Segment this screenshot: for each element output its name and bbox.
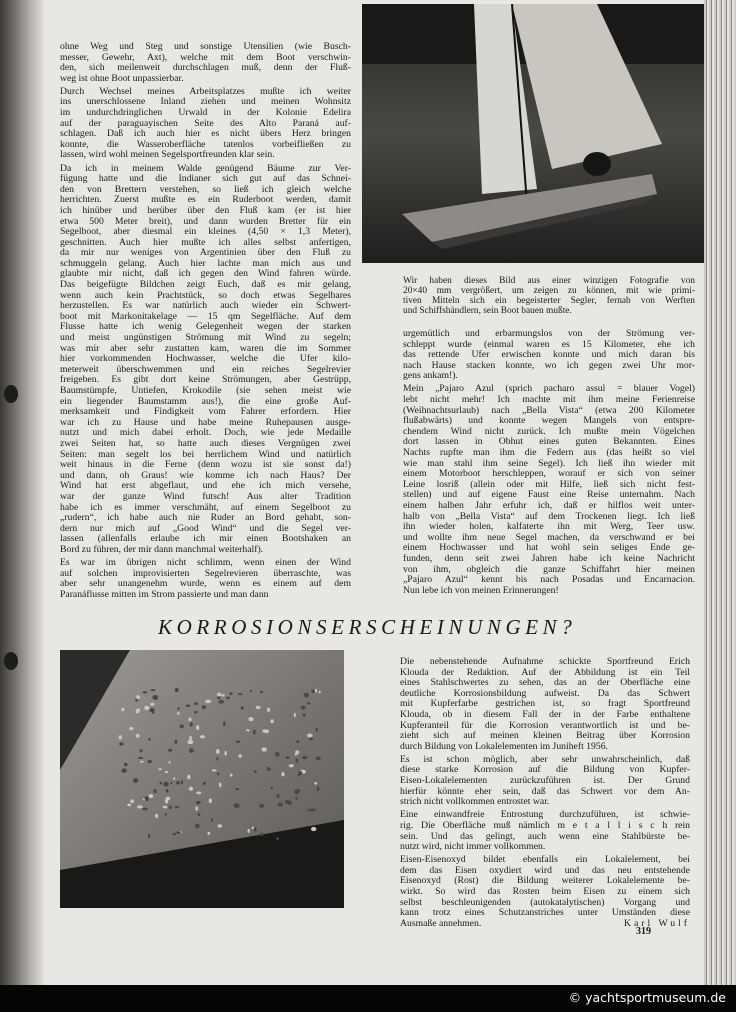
text-line: hierfür könnte eher sein, daß das Schwert vor dem An- — [400, 785, 690, 797]
paragraph — [403, 329, 695, 382]
text-line: „rudern“, ich habe auch nie Ruder an Bord gehabt, son- — [60, 512, 351, 524]
binding-hole — [4, 652, 18, 670]
text-line: hier vorkommenden Hochwasser, welche die Ufer kilo- — [60, 353, 351, 365]
paragraph — [400, 810, 690, 852]
text-line: den von Brettern verstehen, so ließ ich gleich welche — [60, 183, 351, 195]
corrosion-spot — [295, 797, 297, 800]
text-line: ihn wieder holen, kalfaterte ihn mit Werg, Teer usw. — [403, 521, 695, 533]
text-line: Eisen-Eisenoxyd bildet ebenfalls ein Lokalelement, bei — [400, 854, 690, 866]
corrosion-spot — [221, 694, 225, 697]
corrosion-spot — [278, 802, 283, 806]
text-line: freigeben. Es gibt dort keine Strömungen, aber Gestrüpp, — [60, 374, 351, 386]
text-line: war der ganze Wind futsch! Aus alter Tradition — [60, 490, 351, 502]
text-line: ohne Weg und Steg und sonstige Utensilien (wie Busch- — [60, 41, 351, 52]
text-line: boot mit Markonitakelage — 15 qm Segelfläche. Auf dem — [60, 310, 351, 322]
text-line: chendem Wind nicht zurück. Ich mußte mein Vögelchen — [403, 425, 695, 437]
text-line: durch Bildung von Lokalelementen im Juniheft 1956. — [400, 740, 608, 752]
text-line: urgemütlich und erbarmungslos von der Strömung ver- — [403, 328, 695, 339]
paragraph — [403, 384, 695, 596]
text-line: was mir aber sehr zustatten kam, waren die im Sommer — [60, 342, 351, 354]
corrosion-spot — [186, 704, 191, 707]
text-line: konnte, die Wasseroberfläche tatenlos vorbeifließen zu — [60, 138, 351, 150]
corrosion-spot — [175, 688, 179, 692]
text-line: und Schiffshändlern, sein Boot bauen mußte. — [403, 306, 572, 316]
text-line: funden, denn seit zwei Jahren habe ich keine Nachricht — [403, 552, 695, 564]
corrosion-spot — [310, 808, 316, 811]
corrosion-spot — [276, 794, 279, 798]
corrosion-spot — [307, 702, 310, 704]
article-right-column — [403, 329, 695, 599]
text-line: schlagen. Daß ich auch hier es nicht übers Herz bringen — [60, 128, 351, 140]
text-line: stellen) und auf eigene Faust eine Reise unternahm. Nach — [403, 489, 695, 501]
corrosion-spot — [248, 829, 250, 833]
corrosion-spot — [166, 797, 171, 800]
text-line: einem Motorboot herschleppen, worauf er sich von seiner — [403, 468, 695, 480]
corrosion-spot — [234, 803, 240, 808]
text-line: das rettende Ufer erwischen konnte und mich daran bis — [403, 349, 695, 361]
corrosion-spot — [317, 787, 320, 791]
corrosion-spot — [267, 708, 270, 712]
text-line: lebt nicht mehr! Ich machte mit ihm meine Ferienreise — [403, 394, 695, 406]
corrosion-spot — [275, 752, 280, 756]
text-line: wenn auch kein Prachtstück, so doch etwas Segelbares — [60, 289, 351, 301]
text-line: habe ich es immer verschmäht, auf einem Segelboot zu — [60, 501, 351, 513]
corrosion-spot — [238, 754, 242, 758]
photo-caption — [403, 276, 695, 319]
corrosion-spot — [187, 740, 193, 744]
article-heading: KORROSIONSERSCHEINUNGEN? — [158, 615, 577, 639]
corrosion-spot — [119, 735, 122, 739]
text-line: eines Stahlschwertes zu sehen, das an der Oberfläche eine — [400, 677, 690, 689]
corrosion-spot — [137, 805, 143, 808]
corrosion-spot — [207, 832, 210, 835]
text-line: herzustellen. Es war natürlich auch wieder ein Schwert- — [60, 300, 351, 312]
corrosion-spot — [211, 818, 213, 821]
corrosion-spot — [176, 831, 181, 833]
corrosion-article-text — [400, 657, 690, 932]
corrosion-spot — [238, 693, 242, 695]
text-line: zieht sich auf meinen kleinen Beitrag über Korrosion — [400, 730, 690, 742]
corrosion-spot — [281, 772, 284, 776]
text-line: ein liegender Baumstamm aus!), die eine große Auf- — [60, 395, 351, 407]
sailboat-photo — [362, 4, 704, 263]
corrosion-spot — [122, 768, 127, 773]
text-line: glaubte mir nicht, daß ich gegen den Wind fahren würde. — [60, 268, 351, 280]
corrosion-spot — [254, 827, 257, 831]
corrosion-spot — [150, 703, 154, 706]
text-line: Baumstümpfe, Untiefen, Krokodile (sie sehen meist wie — [60, 385, 351, 396]
corrosion-spot — [151, 689, 155, 691]
paragraph — [400, 657, 690, 752]
corrosion-spot — [153, 789, 156, 793]
corrosion-spot — [177, 707, 179, 710]
corrosion-spot — [261, 747, 266, 751]
text-line: Leine losriß (allein oder mit Hilfe, ließ sich nicht fest- — [403, 478, 695, 490]
corrosion-spot — [224, 751, 226, 756]
corrosion-spot — [140, 761, 144, 763]
text-line: Ausmaße annehmen. — [400, 917, 482, 929]
corrosion-spot — [205, 699, 211, 703]
corrosion-spot — [217, 824, 222, 827]
corrosion-spot — [152, 695, 158, 700]
text-line: Durch Wechsel meines Arbeitsplatzes mußte ich weiter — [60, 85, 351, 97]
corrosion-spot — [270, 719, 273, 723]
text-line: und meist ungünstigen Strömung mit Wind zu segeln; — [60, 332, 351, 344]
corrosion-spot — [163, 782, 169, 787]
corrosion-spot — [236, 741, 241, 743]
text-line: Klouda der Redaktion. Auf der Abbildung ist ein Teil — [400, 666, 690, 678]
text-line: schmuggeln gelang. Auch hier lachte man mich aus und — [60, 257, 351, 269]
text-line: Kupferanteil für die Korrosion verantwortlich ist und be- — [400, 719, 690, 731]
text-line: lassen, wird wohl meinen Segelsportfreunden klar sein. — [60, 149, 275, 161]
page-edges — [704, 0, 736, 985]
corrosion-spot — [180, 725, 184, 729]
text-line: halb von „Bella Vista“ auf dem Trockenen liegt. Ich ließ — [403, 510, 695, 522]
corrosion-spot — [148, 834, 150, 838]
text-line: wie man stahl ihm seine Segel). Ich ließ ihn wieder mit — [403, 457, 695, 469]
corrosion-spot — [166, 789, 169, 793]
text-line: zwei Seiten hat, so hatte auch dieses Vergnügen zwei — [60, 437, 351, 449]
corrosion-spot — [212, 769, 217, 771]
corrosion-spot — [230, 773, 232, 776]
corrosion-spot — [176, 781, 180, 784]
text-line: und wollte ihm neue Segel machen, da verschwand er bei — [403, 531, 695, 543]
text-line: nutzt wird, nicht immer vollkommen. — [400, 841, 546, 853]
text-line: 20×40 mm vergrößert, um zeigen zu können, mit wie primi- — [403, 286, 695, 296]
author-signature: Karl Wulf — [624, 917, 690, 929]
corrosion-spot — [223, 721, 225, 726]
corrosion-spot — [260, 691, 263, 693]
corrosion-spot — [145, 796, 149, 801]
text-line: Eine einwandfreie Entrostung durchzuführen, ist schwie- — [400, 809, 690, 821]
corrosion-spot — [138, 708, 140, 712]
watermark: © yachtsportmuseum.de — [568, 990, 726, 1005]
paragraph — [60, 164, 351, 556]
text-line: tiven Mitteln sich ein begeisterter Segler, fernab von Werften — [403, 296, 695, 306]
corrosion-spot — [173, 777, 175, 780]
text-line: im undurchdringlichen Urwald in der Kolonie Edelira — [60, 107, 351, 119]
text-line: dern nur mich auf „Good Wind“ und die Segel ver- — [60, 522, 351, 534]
text-line: Eisen-Lokalelementen zurückzuführen ist. Der Grund — [400, 775, 690, 787]
text-line: (Weihnachtsurlaub) nach „Bella Vista“ (etwa 200 Kilometer — [403, 404, 695, 416]
corrosion-spot — [250, 690, 252, 693]
paragraph — [60, 558, 351, 600]
corrosion-spot — [196, 801, 201, 805]
corrosion-spot — [158, 768, 161, 770]
corrosion-spot — [181, 780, 183, 784]
corrosion-spot — [304, 693, 309, 698]
paragraph — [403, 276, 695, 316]
text-line: Die nebenstehende Aufnahme schickte Sportfreund Erich — [400, 656, 690, 667]
text-line: lassen (allenfalls erlaube ich mir einen Bootshaken an — [60, 533, 351, 545]
corrosion-spot — [203, 782, 206, 785]
corrosion-spot — [295, 759, 298, 763]
corrosion-spot — [262, 729, 268, 732]
corrosion-spot — [175, 806, 180, 808]
text-line: gens ankam!). — [403, 370, 458, 382]
text-line: Wir haben dieses Bild aus einer winzigen Fotografie von — [403, 276, 695, 286]
corrosion-spot — [246, 729, 249, 731]
corrosion-spot — [314, 782, 317, 785]
corrosion-spot — [189, 748, 194, 753]
text-line: weg ist ohne Boot unpassierbar. — [60, 72, 184, 84]
corrosion-spot — [315, 757, 320, 761]
text-line: aber sehr unangenehm wurde, wenn es einem auf dem — [60, 578, 351, 590]
corrosion-spot — [165, 814, 168, 816]
text-line: Bord zu führen, der mir dann manchmal weiterhalf). — [60, 543, 264, 555]
corrosion-spot — [260, 833, 264, 836]
text-line: flußabwärts) und konnte wegen Mangels von entspre- — [403, 415, 695, 427]
corrosion-spot — [190, 722, 193, 726]
text-line: Da ich in meinem Walde genügend Bäume zur Ver- — [60, 162, 351, 174]
text-line: Das beigefügte Bildchen zeigt Euch, daß es mir gelang, — [60, 279, 351, 291]
corrosion-spot — [119, 742, 123, 745]
text-line: messer, Gewehr, Axt), welche mit dem Boot verschwin- — [60, 51, 351, 63]
paragraph — [60, 87, 351, 161]
text-line: wirkt. So wird das Rosten beim Eisen zu einem sich — [400, 885, 690, 897]
corrosion-spot — [142, 808, 148, 811]
corrosion-spot — [140, 749, 143, 752]
binding-hole — [4, 385, 18, 403]
text-line: ich hinüber und herüber über den Fluß kam (er ist hier — [60, 204, 351, 216]
corrosion-spot — [169, 805, 172, 809]
text-line: weit hinaus in die Ferne (denn wozu ist sie sonst da!) — [60, 459, 351, 471]
corrosion-spot — [121, 708, 124, 712]
article-left-column — [60, 42, 351, 603]
corrosion-spot — [130, 799, 134, 803]
text-line: nach Hause stacken konnte, wo ich gegen zwei Uhr mor- — [403, 359, 695, 371]
corrosion-spot — [276, 837, 278, 840]
corrosion-spot — [124, 763, 128, 767]
corrosion-spot — [127, 804, 131, 807]
text-line: Wind hat erst abgeflaut, und ehe ich mich versehe, — [60, 480, 351, 492]
text-line: Paranáflusse mitten im Strom passierte und man dann — [60, 588, 269, 600]
corrosion-spot — [168, 749, 172, 752]
text-line: Mein „Pajaro Azul (sprich pacharo assul = blauer Vogel) — [403, 383, 695, 395]
corrosion-spot — [196, 791, 201, 794]
corrosion-spot — [229, 692, 232, 695]
corrosion-spot — [315, 689, 317, 693]
corrosion-spot — [252, 827, 254, 830]
text-line: einem Hochwasser und hat wohl sein seliges Ende ge- — [403, 542, 695, 554]
text-line: deutliche Korrosionsbildung aufweist. Da das Schwert — [400, 687, 690, 699]
corrosion-spot — [209, 798, 212, 803]
corrosion-spot — [142, 691, 147, 693]
corrosion-spot — [163, 806, 168, 809]
corrosion-spot — [319, 691, 321, 694]
corrosion-spot — [129, 727, 133, 731]
paragraph — [400, 855, 690, 929]
text-line: strich nicht vollkommen entrostet war. — [400, 796, 550, 808]
corrosion-spot — [135, 699, 138, 702]
corrosion-spot — [136, 734, 140, 738]
corrosion-spot — [298, 771, 302, 775]
text-line: nutzt und mich dabei erholt. Doch, wie jede Medaille — [60, 427, 351, 439]
text-line: Nachts rupfte man ihm die Federn aus (das heißt so viel — [403, 447, 695, 459]
corrosion-spot — [259, 804, 264, 808]
corrosion-spot — [286, 756, 290, 759]
corrosion-spot — [172, 833, 176, 836]
corrosion-spot — [294, 713, 296, 718]
text-line: da mir nur weniges von Argentinien über den Fluß zu — [60, 247, 351, 259]
book-binding — [0, 0, 44, 985]
text-line: dem das Eisen oxydiert wird und das neu entstehende — [400, 864, 690, 876]
text-line: war ich zu Hause und habe meine Ruhepausen ausge- — [60, 416, 351, 428]
corrosion-spot — [219, 783, 222, 788]
corrosion-spot — [216, 757, 218, 761]
text-line: Es ist schon möglich, aber sehr unwahrscheinlich, daß — [400, 753, 690, 765]
corrosion-spot — [200, 735, 205, 738]
text-line: einem halben Jahr erfuhr ich, daß er hilflos weit unter- — [403, 500, 695, 511]
corrosion-spot — [133, 778, 138, 783]
text-line: diese starke Korrosion auf die Bildung von Kupfer- — [400, 764, 690, 776]
corrosion-spot — [285, 800, 290, 804]
text-line: von ihm, obgleich die ganze Schiffahrt hier meinen — [403, 563, 695, 575]
corrosion-spot — [195, 824, 200, 829]
corrosion-spot — [302, 756, 307, 759]
corrosion-spot — [301, 706, 306, 710]
text-line: „Pajaro Azul“ kennt bis nach Posadas und Encarnacion. — [403, 574, 695, 586]
text-line: Es war im übrigen nicht schlimm, wenn einen der Wind — [60, 557, 351, 568]
corrosion-spot — [194, 711, 197, 714]
corrosion-spot — [256, 706, 261, 709]
text-line: kann trotz eines Schutzanstriches unter Umständen diese — [400, 907, 690, 919]
corrosion-spot — [253, 730, 256, 735]
corrosion-spot — [217, 696, 220, 699]
corrosion-spot — [226, 697, 230, 699]
corrosion-spot — [248, 717, 253, 721]
text-line: Eisenoxyd (Rost) die Bildung weiterer Lokalelemente be- — [400, 875, 690, 887]
corrosion-spot — [267, 767, 271, 771]
corrosion-spot — [149, 708, 154, 712]
corrosion-spot — [217, 773, 219, 776]
text-line: mit Kupferfarbe gestrichen ist, so fragt Sportfreund — [400, 698, 690, 710]
corrosion-spot — [168, 761, 170, 763]
text-line: und dann, oh Graus! wie komme ich nach Haus? Der — [60, 469, 351, 481]
corrosion-spot — [296, 740, 299, 743]
text-line: geschnitten. Auch hier mußte ich alles selbst anfertigen, — [60, 236, 351, 248]
corrosion-spot — [177, 712, 180, 715]
paragraph — [400, 755, 690, 808]
corrosion-spot — [165, 771, 168, 773]
corrosion-spot — [271, 787, 274, 790]
corrosion-spot — [219, 700, 225, 704]
corrosion-spot — [254, 770, 257, 773]
corrosion-photo — [60, 650, 344, 908]
text-line: rig. Die Oberfläche muß nämlich m e t a l l i s c h rein — [400, 819, 690, 831]
corrosion-spot — [316, 728, 318, 732]
text-line: ins unerschlossene Inland ziehen und meinen Wohnsitz — [60, 96, 351, 108]
text-line: etwa 500 Meter breit), und dann wurden Bretter für ein — [60, 215, 351, 227]
corrosion-spot — [159, 782, 161, 785]
corrosion-spot — [148, 794, 153, 798]
corrosion-spot — [294, 790, 299, 795]
corrosion-spot — [241, 706, 244, 709]
corrosion-spot — [307, 734, 313, 738]
text-line: sein. Und das gelingt, auch wenn eine Stahlbürste be- — [400, 830, 690, 842]
text-line: auf der paraguayischen Seite des Alto Paraná auf- — [60, 117, 351, 129]
footer-bar — [0, 985, 736, 1012]
text-line: Klouda, ob in diesem Fall der in der Farbe enthaltene — [400, 708, 690, 720]
corrosion-spot — [303, 713, 306, 717]
corrosion-spot — [170, 782, 173, 784]
text-line: merksamkeit und Findigkeit vom Fahrer erfordern. Hier — [60, 406, 351, 418]
text-line: dort lassen in Obhut eines guten Bekannten. Eines — [403, 436, 695, 448]
text-line: fügung hatte und die Indianer sich gut auf das Schnei- — [60, 173, 351, 185]
corrosion-spot — [136, 695, 140, 699]
text-line: selbst beschleunigenden (autokatalytischen) Vorgang und — [400, 896, 690, 908]
text-line: den, sich meilenweit durchschlagen muß, denn der Fluß- — [60, 62, 351, 74]
page-number: 319 — [636, 926, 651, 937]
corrosion-spot — [195, 806, 198, 810]
corrosion-spot — [295, 753, 297, 755]
corrosion-spot — [188, 718, 191, 722]
corrosion-spot — [194, 702, 198, 705]
text-line: Seiten: man segelt los bei herrlichem Wind und natürlich — [60, 448, 351, 460]
corrosion-spot — [289, 764, 294, 767]
text-line: herrichten. Zuerst mußte es ein Ruderboot werden, damit — [60, 194, 351, 206]
text-line: schleppt wurde (einmal waren es 15 Kilometer, ehe ich — [403, 338, 695, 350]
corrosion-spot — [235, 788, 239, 790]
text-line: auf solchen improvisierten Segelrevieren überraschte, was — [60, 567, 351, 579]
text-line: Flusse hatte ich wenig Gelegenheit wegen der starken — [60, 321, 351, 333]
corrosion-spot — [198, 813, 201, 816]
paragraph — [60, 42, 351, 84]
text-line: Segelboot, aber diesmal ein kleines (4,50 × 1,3 Meter), — [60, 226, 351, 238]
corrosion-spot — [138, 757, 143, 759]
corrosion-spot — [217, 692, 221, 696]
corrosion-spot — [202, 705, 206, 709]
corrosion-spot — [144, 706, 149, 710]
corrosion-spot — [216, 749, 220, 754]
corrosion-spot — [187, 775, 190, 780]
corrosion-spot — [311, 827, 316, 831]
text-line: Nun lebe ich von meinen Erinnerungen! — [403, 584, 559, 596]
corrosion-spot — [174, 740, 177, 744]
corrosion-spot — [147, 760, 152, 764]
corrosion-spot — [189, 787, 193, 791]
corrosion-spot — [148, 738, 150, 741]
text-line: meterweit überschwemmen und ein reiches Segelrevier — [60, 363, 351, 375]
corrosion-spot — [311, 689, 315, 693]
corrosion-spot — [155, 814, 158, 818]
corrosion-spot — [196, 725, 199, 730]
